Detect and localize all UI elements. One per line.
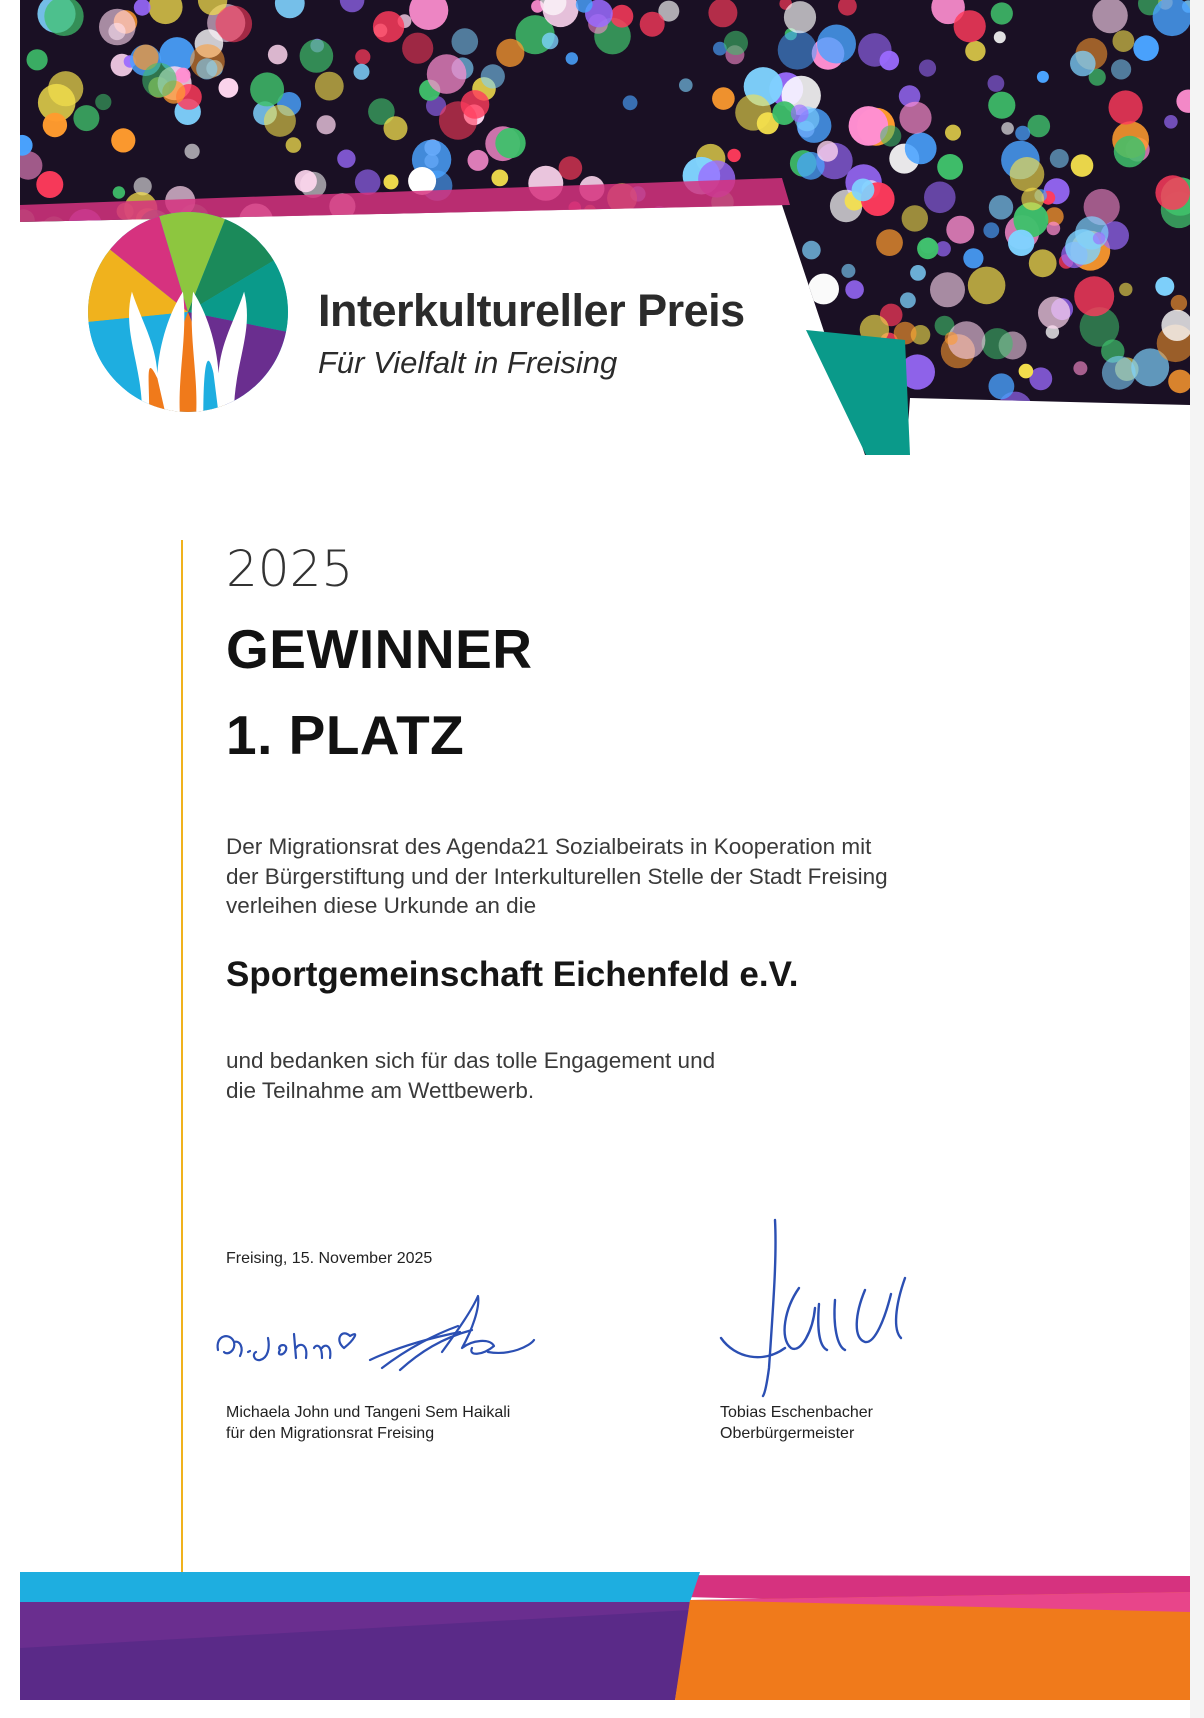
bokeh-light <box>219 78 239 98</box>
bokeh-light <box>456 401 487 432</box>
bokeh-light <box>355 49 370 64</box>
bokeh-light <box>635 424 647 436</box>
bokeh-light <box>1161 310 1192 341</box>
bokeh-light <box>624 350 655 381</box>
bokeh-light <box>912 431 941 460</box>
bokeh-light <box>611 5 634 28</box>
bokeh-light <box>610 448 622 460</box>
intro-line: der Bürgerstiftung und der Interkulturellen Stelle der Stadt Freising <box>226 863 888 889</box>
bokeh-light <box>1114 136 1146 168</box>
bokeh-light <box>542 33 559 50</box>
bokeh-light <box>550 420 563 433</box>
award-brand-title: Interkultureller Preis <box>318 285 745 336</box>
bokeh-light <box>531 431 548 448</box>
bokeh-light <box>1071 154 1094 177</box>
bokeh-light <box>945 125 961 141</box>
bokeh-light <box>880 125 901 146</box>
headline-winner: GEWINNER <box>226 618 533 680</box>
bokeh-light <box>808 274 839 305</box>
bokeh-light <box>988 75 1005 92</box>
bokeh-light <box>62 340 88 366</box>
bokeh-light <box>355 169 381 195</box>
multicolor-hands-logo-icon <box>86 210 290 414</box>
bokeh-light <box>1029 249 1057 277</box>
bokeh-light <box>512 430 551 469</box>
bokeh-light <box>329 444 345 460</box>
bokeh-light <box>36 451 49 464</box>
bokeh-light <box>73 105 99 131</box>
bokeh-light <box>43 113 67 137</box>
signature-left-handwritten <box>210 1290 570 1385</box>
bokeh-light <box>461 90 490 119</box>
bokeh-light <box>983 222 999 238</box>
bokeh-light <box>588 401 619 432</box>
bokeh-light <box>910 265 926 281</box>
bokeh-light <box>481 64 505 88</box>
bokeh-light <box>452 28 479 55</box>
bokeh-light <box>566 52 578 64</box>
bokeh-light <box>609 229 642 262</box>
bokeh-light <box>495 128 525 158</box>
bokeh-light <box>65 340 85 360</box>
bokeh-light <box>1135 408 1171 444</box>
bokeh-light <box>216 6 253 43</box>
headline-place: 1. PLATZ <box>226 704 465 766</box>
bokeh-light <box>412 256 434 278</box>
bokeh-light <box>525 237 542 254</box>
bokeh-light <box>949 423 968 442</box>
bokeh-light <box>719 400 737 418</box>
bokeh-light <box>36 171 63 198</box>
bokeh-light <box>175 68 190 83</box>
bokeh-light <box>128 430 161 463</box>
bokeh-light <box>924 182 956 214</box>
bokeh-light <box>556 231 587 262</box>
bokeh-light <box>50 295 90 335</box>
bokeh-light <box>917 238 938 259</box>
bokeh-light <box>578 263 593 278</box>
vertical-accent-rule <box>181 540 183 1660</box>
bokeh-light <box>1001 122 1014 135</box>
bokeh-light <box>622 437 642 457</box>
bokeh-light <box>268 45 288 65</box>
bokeh-light <box>49 398 89 438</box>
bokeh-light <box>1008 230 1034 256</box>
bokeh-light <box>48 71 83 106</box>
bokeh-light <box>968 267 1006 305</box>
bokeh-light <box>802 241 821 260</box>
bokeh-light <box>712 87 735 110</box>
bokeh-light <box>663 253 678 268</box>
bokeh-light <box>1047 222 1061 236</box>
bokeh-light <box>551 391 566 406</box>
bokeh-light <box>858 33 892 67</box>
bokeh-light <box>905 133 937 165</box>
bokeh-light <box>963 248 983 268</box>
bokeh-light <box>682 335 721 374</box>
bokeh-light <box>726 416 743 433</box>
bokeh-light <box>623 95 638 110</box>
bokeh-light <box>724 31 748 55</box>
bokeh-light <box>394 414 410 430</box>
award-brand-subtitle: Für Vielfalt in Freising <box>318 345 618 380</box>
bokeh-light <box>624 259 640 275</box>
bokeh-light <box>1133 35 1159 61</box>
bokeh-light <box>803 419 820 436</box>
bokeh-light <box>630 234 667 271</box>
bokeh-light <box>605 448 626 469</box>
bokeh-light <box>300 39 334 73</box>
bokeh-light <box>790 415 805 430</box>
bokeh-light <box>354 64 370 80</box>
signer-left-name: Michaela John und Tangeni Sem Haikali <box>226 1404 511 1421</box>
bokeh-light <box>1102 356 1136 390</box>
bokeh-light <box>99 9 136 46</box>
bokeh-light <box>336 388 363 415</box>
bokeh-light <box>286 137 302 153</box>
bokeh-light <box>27 230 62 265</box>
intro-line: Der Migrationsrat des Agenda21 Sozialbeirats in Kooperation mit <box>226 834 872 859</box>
bokeh-light <box>1070 51 1096 77</box>
bokeh-light <box>1037 71 1049 83</box>
bokeh-light <box>989 373 1015 399</box>
bokeh-light <box>52 247 67 262</box>
bokeh-light <box>362 215 382 235</box>
bokeh-light <box>641 441 655 455</box>
bokeh-light <box>286 317 316 347</box>
bokeh-light <box>491 170 508 187</box>
signer-left-role: für den Migrationsrat Freising <box>226 1425 435 1442</box>
bokeh-light <box>446 234 465 253</box>
bokeh-light <box>414 422 449 457</box>
bokeh-light <box>113 186 125 198</box>
place-and-date: Freising, 15. November 2025 <box>226 1250 433 1267</box>
bokeh-light <box>994 31 1006 43</box>
bokeh-light <box>185 144 200 159</box>
bokeh-light <box>418 419 432 433</box>
bokeh-light <box>385 413 402 430</box>
bokeh-light <box>988 92 1015 119</box>
bokeh-light <box>713 220 728 235</box>
bokeh-light <box>965 41 985 61</box>
thanks-paragraph <box>226 1046 715 1105</box>
bokeh-light <box>1111 59 1131 79</box>
bokeh-light <box>1113 30 1135 52</box>
bokeh-light <box>250 72 284 106</box>
bokeh-light <box>24 331 49 356</box>
bokeh-light <box>111 128 135 152</box>
bokeh-light <box>538 447 554 463</box>
bokeh-light <box>841 264 855 278</box>
bokeh-light <box>196 58 217 79</box>
bokeh-light <box>735 94 771 130</box>
bokeh-light <box>1155 277 1174 296</box>
bokeh-light <box>398 416 421 439</box>
bokeh-light <box>586 250 601 265</box>
bokeh-light <box>1109 90 1143 124</box>
bokeh-light <box>601 432 617 448</box>
bokeh-light <box>921 416 935 430</box>
bokeh-light <box>292 288 315 311</box>
bokeh-light <box>1075 216 1108 249</box>
bokeh-light <box>937 154 963 180</box>
thanks-line: die Teilnahme am Wettbewerb. <box>226 1077 535 1103</box>
bokeh-light <box>1168 370 1192 394</box>
bokeh-light <box>303 215 317 229</box>
bokeh-light <box>934 448 949 463</box>
bokeh-light <box>817 141 838 162</box>
thanks-line: und bedanken sich für das tolle Engagement und <box>226 1048 716 1073</box>
bokeh-light <box>1050 149 1069 168</box>
signature-right-handwritten <box>715 1218 935 1398</box>
bokeh-light <box>337 150 355 168</box>
bokeh-light <box>991 2 1013 24</box>
signer-left-block <box>226 1402 510 1444</box>
signer-right-name: Tobias Eschenbacher <box>720 1404 873 1421</box>
bokeh-light <box>845 280 864 299</box>
bokeh-light <box>26 49 47 70</box>
bokeh-light <box>295 170 317 192</box>
bokeh-light <box>427 54 467 94</box>
bokeh-light <box>14 151 42 179</box>
bokeh-light <box>298 363 314 379</box>
bokeh-light <box>640 12 665 37</box>
bokeh-light <box>643 341 682 380</box>
award-year: 2025 <box>226 540 354 598</box>
bokeh-light <box>1082 425 1114 457</box>
bokeh-light <box>1155 175 1190 210</box>
bokeh-light <box>1074 276 1114 316</box>
bokeh-light <box>930 272 965 307</box>
bokeh-light <box>468 150 489 171</box>
bokeh-light <box>264 105 296 137</box>
bokeh-light <box>649 399 668 418</box>
bokeh-light <box>718 445 745 470</box>
bokeh-light <box>45 233 74 262</box>
bokeh-light <box>91 448 103 460</box>
bokeh-light <box>384 116 408 140</box>
bokeh-light <box>637 236 675 274</box>
bokeh-light <box>331 266 343 278</box>
bokeh-light <box>1093 232 1105 244</box>
bokeh-light <box>1171 295 1187 311</box>
bokeh-light <box>142 63 176 97</box>
bokeh-light <box>1073 361 1087 375</box>
bokeh-light <box>784 1 816 33</box>
bokeh-light <box>1164 115 1178 129</box>
bokeh-light <box>384 174 399 189</box>
bokeh-light <box>852 179 875 202</box>
bokeh-light <box>1119 283 1132 296</box>
bokeh-light <box>778 30 817 69</box>
recipient-name: Sportgemeinschaft Eichenfeld e.V. <box>226 955 799 994</box>
bokeh-light <box>373 11 404 42</box>
bokeh-light <box>9 330 47 368</box>
bokeh-light <box>902 205 928 231</box>
bokeh-light <box>1019 364 1034 379</box>
intro-paragraph <box>226 832 888 921</box>
bokeh-light <box>183 440 197 454</box>
bokeh-light <box>317 115 336 134</box>
bokeh-light <box>919 60 936 77</box>
bokeh-light <box>694 337 726 369</box>
bokeh-light <box>727 149 740 162</box>
footer-color-bands <box>0 1540 1204 1718</box>
bokeh-light <box>326 430 350 454</box>
bokeh-light <box>1015 126 1030 141</box>
bokeh-light <box>989 195 1013 219</box>
bokeh-light <box>651 206 668 223</box>
signer-right-role: Oberbürgermeister <box>720 1425 855 1442</box>
bokeh-light <box>946 216 974 244</box>
bokeh-light <box>496 39 524 67</box>
bokeh-light <box>945 332 958 345</box>
bokeh-light <box>1028 115 1051 138</box>
bokeh-light <box>982 328 1013 359</box>
bokeh-light <box>1038 297 1070 329</box>
bokeh-light <box>899 102 931 134</box>
bokeh-light <box>876 229 903 256</box>
bokeh-light <box>679 78 693 92</box>
bokeh-light <box>954 10 986 42</box>
bokeh-light <box>402 33 433 64</box>
bokeh-light <box>1010 157 1045 192</box>
bokeh-light <box>1176 90 1199 113</box>
bokeh-light <box>757 334 774 351</box>
teal-corner-accent <box>806 330 910 455</box>
bokeh-light <box>817 25 856 64</box>
bokeh-light <box>315 72 344 101</box>
bokeh-light <box>559 156 583 180</box>
bokeh-light <box>12 135 33 156</box>
signer-right-block <box>720 1402 873 1444</box>
bokeh-light <box>766 425 781 440</box>
bokeh-light <box>95 94 111 110</box>
bokeh-light <box>355 422 384 451</box>
bokeh-light <box>345 421 378 454</box>
bokeh-light <box>900 292 916 308</box>
bokeh-light <box>940 423 976 459</box>
intro-line: verleihen diese Urkunde an die <box>226 893 537 918</box>
bokeh-light <box>791 105 809 123</box>
